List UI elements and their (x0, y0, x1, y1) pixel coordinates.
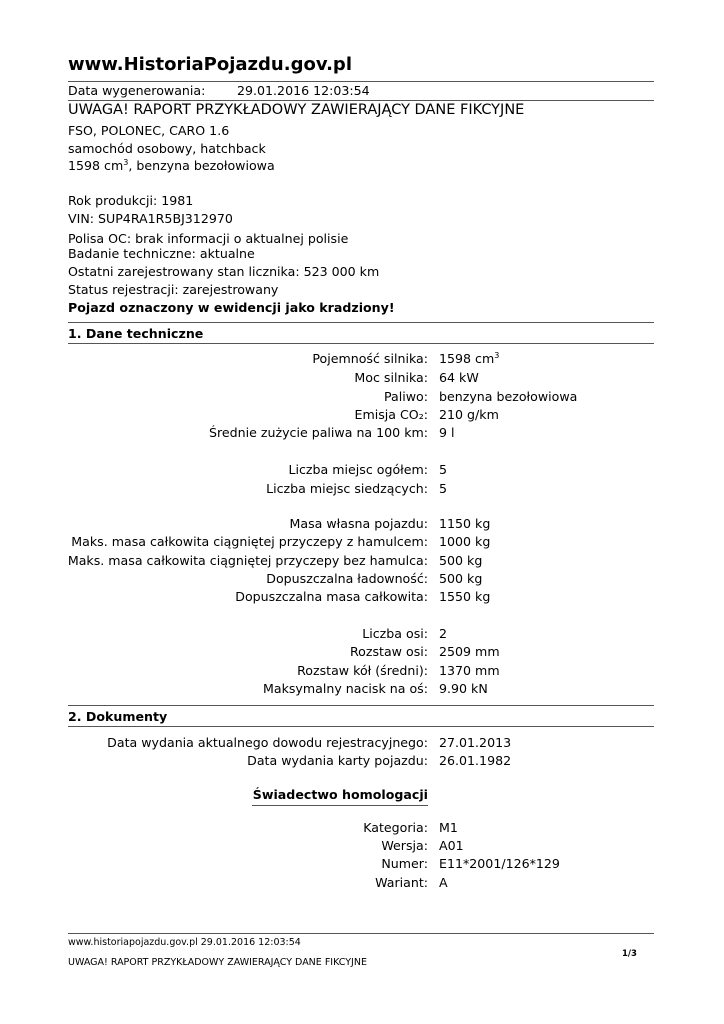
row-value: 2509 mm (439, 644, 500, 659)
row-label: Wariant: (375, 875, 428, 890)
generated-value: 29.01.2016 12:03:54 (237, 83, 370, 98)
vehicle-model: FSO, POLONEC, CARO 1.6 (68, 123, 230, 138)
row-label: Masa własna pojazdu: (289, 516, 428, 531)
row-label: Dopuszczalna masa całkowita: (235, 589, 428, 604)
row-value: 64 kW (439, 370, 479, 385)
row-value: 210 g/km (439, 407, 499, 422)
page-number: 1/3 (622, 949, 637, 959)
row-label: Liczba osi: (362, 626, 428, 641)
homologation-title: Świadectwo homologacji (252, 787, 428, 802)
row-label: Maks. masa całkowita ciągniętej przyczepy bez hamulca: (67, 553, 428, 568)
odometer: Ostatni zarejestrowany stan licznika: 523 000 km (68, 264, 380, 279)
row-label: Data wydania karty pojazdu: (247, 753, 428, 768)
row-value: E11*2001/126*129 (439, 856, 560, 871)
row-label: Pojemność silnika: (312, 351, 428, 366)
row-label: Średnie zużycie paliwa na 100 km: (209, 425, 428, 440)
vehicle-engine: 1598 $cm^3$, benzyna bezołowiowa (68, 157, 275, 173)
row-value: 1000 kg (439, 534, 491, 549)
row-value: 27.01.2013 (439, 735, 512, 750)
row-label: Paliwo: (384, 389, 428, 404)
row-value: 5 (439, 462, 448, 477)
divider (68, 81, 654, 82)
registration-status: Status rejestracji: zarejestrowany (68, 282, 279, 297)
row-value: 500 kg (439, 571, 483, 586)
row-label: Liczba miejsc ogółem: (288, 462, 428, 477)
footer-warning: UWAGA! RAPORT PRZYKŁADOWY ZAWIERAJĄCY DANE FIKCYJNE (68, 957, 367, 968)
section-title-documents: 2. Dokumenty (68, 709, 168, 724)
row-label: Dopuszczalna ładowność: (266, 571, 428, 586)
row-value: 1150 kg (439, 516, 491, 531)
inspection-status: Badanie techniczne: aktualne (68, 246, 255, 261)
row-value: 26.01.1982 (439, 753, 512, 768)
divider (68, 933, 654, 934)
row-value: M1 (439, 820, 458, 835)
row-label: Liczba miejsc siedzących: (266, 481, 428, 496)
row-value: 9.90 kN (439, 681, 488, 696)
row-value: 1370 mm (439, 663, 500, 678)
generated-label: Data wygenerowania: (68, 83, 206, 98)
row-label: Rozstaw osi: (349, 644, 428, 659)
site-title: www.HistoriaPojazdu.gov.pl (68, 54, 352, 75)
insurance-status: Polisa OC: brak informacji o aktualnej polisie (68, 231, 349, 246)
vehicle-type: samochód osobowy, hatchback (68, 141, 266, 156)
row-value: benzyna bezołowiowa (439, 389, 578, 404)
row-label: Maks. masa całkowita ciągniętej przyczepy z hamulcem: (71, 534, 428, 549)
row-value: A01 (439, 838, 464, 853)
divider (68, 322, 654, 323)
row-value: 5 (439, 481, 448, 496)
row-label: Data wydania aktualnego dowodu rejestracyjnego: (107, 735, 428, 750)
divider (68, 100, 654, 101)
row-value: 1550 kg (439, 589, 491, 604)
row-label: Moc silnika: (354, 370, 428, 385)
divider (68, 726, 654, 727)
section-title-technical: 1. Dane techniczne (68, 326, 204, 341)
row-label: Rozstaw kół (średni): (297, 663, 428, 678)
row-label: Maksymalny nacisk na oś: (262, 681, 428, 696)
divider (68, 705, 654, 706)
row-label: Wersja: (381, 838, 428, 853)
row-label: Kategoria: (363, 820, 428, 835)
row-value: 9 l (439, 425, 455, 440)
production-year: Rok produkcji: 1981 (68, 193, 194, 208)
row-value: 1598 $cm^3$ (439, 350, 500, 366)
stolen-warning: Pojazd oznaczony w ewidencji jako kradziony! (68, 300, 395, 315)
divider (252, 805, 428, 806)
row-value: 500 kg (439, 553, 483, 568)
footer-line: www.historiapojazdu.gov.pl 29.01.2016 12:03:54 (68, 937, 301, 948)
divider (68, 343, 654, 344)
row-label: Numer: (381, 856, 428, 871)
row-value: A (439, 875, 448, 890)
row-value: 2 (439, 626, 448, 641)
warning-title: UWAGA! RAPORT PRZYKŁADOWY ZAWIERAJĄCY DANE FIKCYJNE (68, 102, 525, 118)
row-label: Emisja CO₂: (354, 407, 428, 422)
vin: VIN: SUP4RA1R5BJ312970 (68, 211, 233, 226)
